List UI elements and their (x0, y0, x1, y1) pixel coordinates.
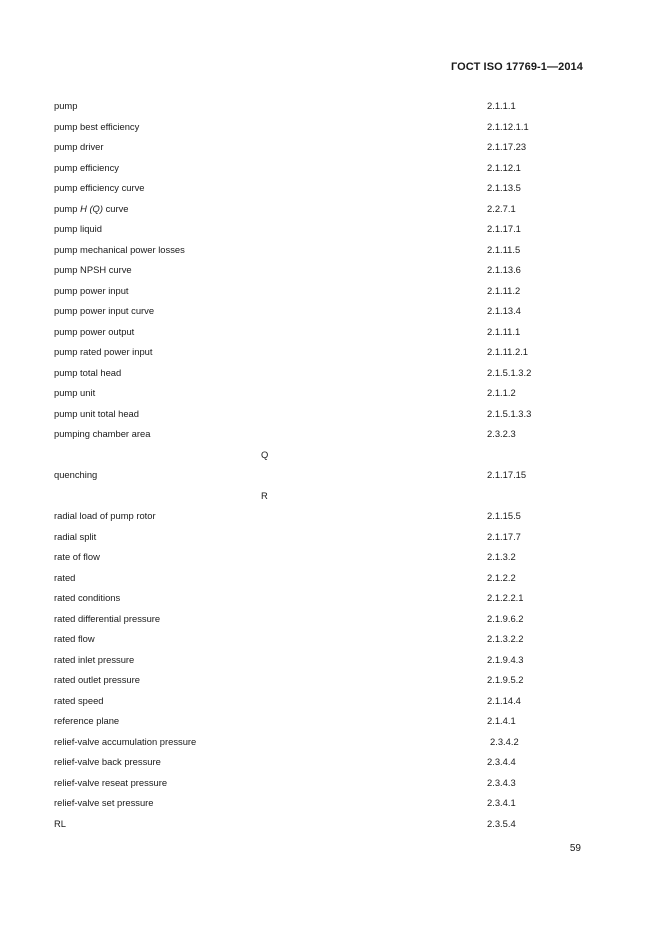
index-term (54, 711, 119, 732)
index-term (54, 527, 96, 548)
index-term (54, 363, 121, 384)
index-term (54, 322, 134, 343)
index-term (54, 281, 129, 302)
index-term-text: radial split (54, 530, 97, 542)
index-term-text: pump driver (54, 141, 104, 152)
index-clause-number: 2.1.3.2.2 (487, 633, 524, 644)
index-term-text: quenching (54, 469, 98, 480)
index-clause-number: 2.1.12.1.1 (487, 120, 529, 132)
index-term (54, 96, 77, 117)
index-clause-number: 2.1.2.2 (487, 571, 516, 583)
index-term-text: pumping chamber area (54, 428, 151, 439)
section-letter (0, 486, 661, 507)
index-entry (0, 547, 661, 568)
index-term (54, 424, 150, 445)
index-entry (0, 363, 661, 384)
index-term (54, 219, 102, 240)
index-term (54, 178, 145, 199)
index-term (54, 752, 161, 773)
index-entry (0, 260, 661, 281)
index-term-text: pump NPSH curve (54, 264, 132, 275)
index-clause-number: 2.1.12.1 (487, 161, 521, 173)
index-entry (0, 96, 661, 117)
index-clause-number: 2.3.5.4 (487, 817, 516, 829)
index-term-text: relief-valve set pressure (54, 797, 154, 808)
index-term (54, 260, 132, 281)
index-term-text: reference plane (54, 715, 120, 726)
index-clause-number: 2.1.13.6 (487, 264, 521, 275)
index-term (54, 773, 167, 794)
index-clause-number: 2.1.1.2 (487, 387, 516, 398)
index-entry (0, 322, 661, 343)
index-term (54, 650, 134, 671)
index-term (54, 137, 104, 158)
index-term-text: pump rated power input (54, 346, 153, 357)
index-entry (0, 178, 661, 199)
index-term (54, 609, 160, 630)
index-entry (0, 465, 661, 486)
index-term-text: rate of flow (54, 551, 100, 562)
index-entry (0, 281, 661, 302)
index-term-text: pump mechanical power losses (54, 243, 185, 255)
index-term (54, 465, 97, 486)
index-term-text: rated flow (54, 633, 95, 644)
index-term-text: RL (54, 817, 66, 829)
index-term-text: pump efficiency (54, 161, 119, 173)
index-term-text: relief-valve back pressure (54, 756, 161, 767)
index-clause-number: 2.1.9.4.3 (487, 653, 524, 665)
index-entry (0, 404, 661, 425)
index-term-text: pump power output (54, 325, 135, 337)
index-term-text: relief-valve accumulation pressure (54, 735, 197, 747)
index-list (0, 96, 661, 834)
index-term (54, 732, 196, 753)
index-entry (0, 424, 661, 445)
index-term (54, 199, 129, 220)
index-clause-number: 2.1.5.1.3.2 (487, 366, 532, 378)
index-term-text: pump power input curve (54, 305, 155, 316)
page-number: 59 (569, 843, 581, 854)
index-clause-number: 2.1.3.2 (487, 551, 516, 562)
index-term-text: pump power input (54, 284, 129, 296)
index-term-text: pump (54, 202, 81, 214)
index-entry (0, 158, 661, 179)
index-term-text: pump liquid (54, 223, 102, 234)
index-term (54, 568, 75, 589)
index-term-text: pump total head (54, 366, 122, 378)
index-term (54, 670, 140, 691)
index-clause-number: 2.1.2.2.1 (487, 592, 524, 603)
index-term (54, 629, 95, 650)
index-entry (0, 240, 661, 261)
document-header: ГОСТ ISO 17769-1—2014 (450, 61, 583, 73)
index-term (54, 814, 66, 835)
index-entry (0, 814, 661, 835)
index-entry (0, 588, 661, 609)
index-entry (0, 793, 661, 814)
section-letter (0, 445, 661, 466)
index-clause-number: 2.1.4.1 (487, 715, 516, 726)
index-entry (0, 773, 661, 794)
index-term (54, 547, 100, 568)
index-term-text: pump unit (54, 387, 96, 398)
index-clause-number: 2.1.11.5 (487, 243, 521, 255)
index-term-text: pump (54, 100, 78, 111)
index-clause-number: 2.1.13.4 (487, 305, 521, 316)
index-entry (0, 609, 661, 630)
index-clause-number: 2.1.9.6.2 (487, 612, 524, 624)
index-entry (0, 691, 661, 712)
index-clause-number: 2.1.17.7 (487, 530, 521, 542)
index-entry (0, 670, 661, 691)
index-entry (0, 629, 661, 650)
index-clause-number: 2.1.11.1 (487, 325, 521, 337)
index-term-text: rated speed (54, 694, 104, 706)
index-entry (0, 506, 661, 527)
index-clause-number: 2.3.4.1 (487, 797, 516, 808)
index-entry (0, 342, 661, 363)
index-clause-number: 2.3.4.2 (490, 735, 519, 747)
index-clause-number: 2.3.4.3 (487, 776, 516, 788)
index-term-text: rated inlet pressure (54, 653, 135, 665)
index-term-text: rated (54, 571, 76, 583)
index-clause-number: 2.1.5.1.3.3 (487, 407, 532, 419)
index-term-text: radial load of pump rotor (54, 510, 156, 521)
index-term (54, 342, 153, 363)
index-term-text-suffix: curve (102, 202, 129, 214)
index-entry (0, 568, 661, 589)
index-term-symbol: H (Q) (80, 202, 103, 214)
index-clause-number: 2.1.13.5 (487, 182, 521, 193)
index-clause-number: 2.3.2.3 (487, 428, 516, 439)
index-entry (0, 732, 661, 753)
index-term (54, 301, 154, 322)
index-term (54, 691, 104, 712)
index-term (54, 383, 95, 404)
index-term-text: relief-valve reseat pressure (54, 776, 168, 788)
index-clause-number: 2.1.11.2 (487, 284, 521, 296)
index-entry (0, 219, 661, 240)
section-letter-label: R (261, 489, 268, 501)
index-entry (0, 650, 661, 671)
index-clause-number: 2.1.17.15 (487, 469, 527, 480)
index-clause-number: 2.1.9.5.2 (487, 674, 524, 685)
index-term (54, 404, 139, 425)
index-term (54, 158, 119, 179)
index-term-text: pump efficiency curve (54, 182, 145, 193)
index-term (54, 506, 156, 527)
index-entry (0, 527, 661, 548)
index-term-text: pump unit total head (54, 407, 139, 419)
index-clause-number: 2.2.7.1 (487, 202, 516, 214)
index-term (54, 240, 185, 261)
index-term-text: rated conditions (54, 592, 121, 603)
index-entry (0, 711, 661, 732)
index-term (54, 793, 154, 814)
index-term-text: rated differential pressure (54, 612, 161, 624)
index-clause-number: 2.1.11.2.1 (487, 346, 529, 357)
index-term (54, 117, 139, 138)
index-clause-number: 2.1.17.1 (487, 223, 521, 234)
index-clause-number: 2.1.17.23 (487, 141, 527, 152)
index-entry (0, 117, 661, 138)
index-clause-number: 2.1.15.5 (487, 510, 521, 521)
index-entry (0, 301, 661, 322)
index-clause-number: 2.3.4.4 (487, 756, 516, 767)
index-entry (0, 199, 661, 220)
index-entry (0, 383, 661, 404)
index-term (54, 588, 120, 609)
index-entry (0, 752, 661, 773)
index-term-text: pump best efficiency (54, 120, 140, 132)
index-entry (0, 137, 661, 158)
index-term-text: rated outlet pressure (54, 674, 140, 685)
section-letter-label: Q (261, 448, 269, 460)
index-clause-number: 2.1.14.4 (487, 694, 521, 706)
index-clause-number: 2.1.1.1 (487, 100, 516, 111)
